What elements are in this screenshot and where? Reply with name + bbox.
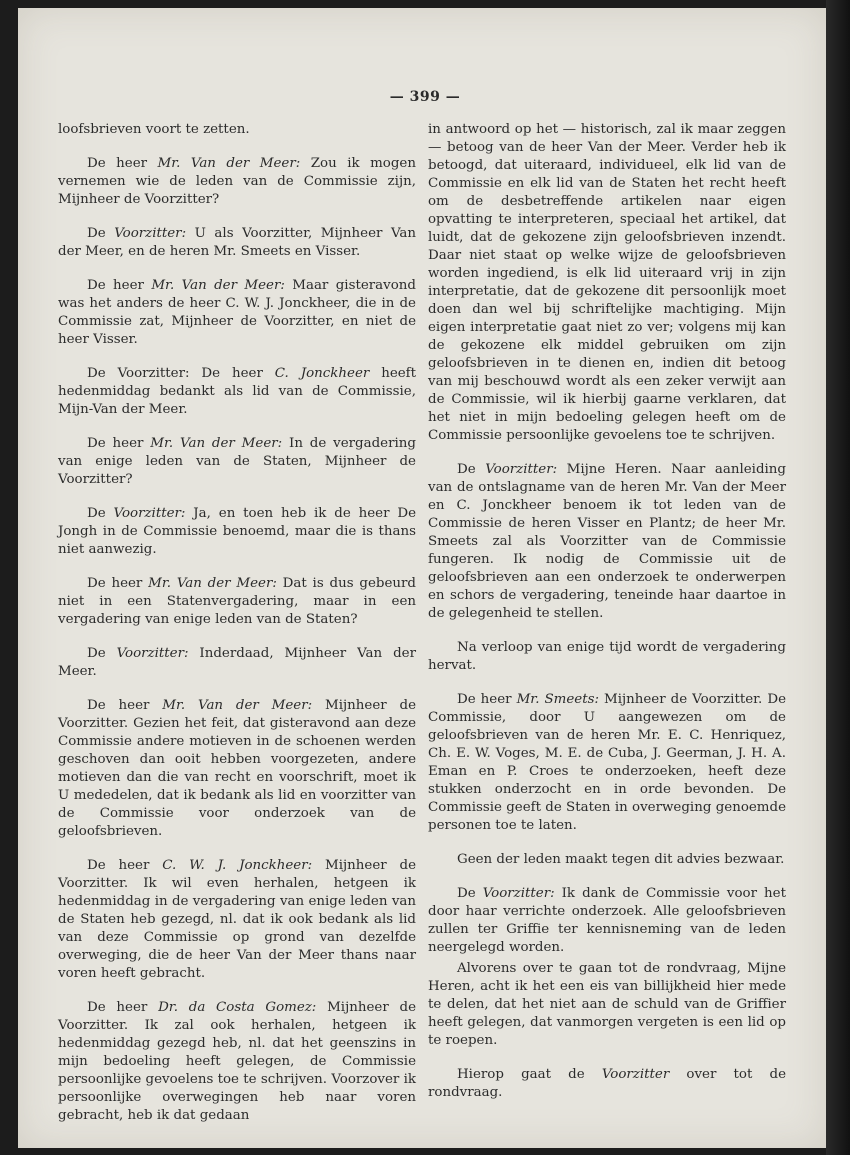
- paragraph-text: Mijnheer de Voorzitter. Ik zal ook herhalen, hetgeen ik hedenmiddag gezegd heb, nl. dat het geenszins in mijn bedoeling heeft gelegen, de Commissie persoonlijke gevoelens toe te schrijven. Voorzover ik persoonlijke overwegingen heb naar voren gebracht, heb ik dat gedaan: [58, 1000, 416, 1123]
- paragraph-text: loofsbrieven voort te zetten.: [58, 122, 250, 137]
- speaker-name: Voorzitter:: [113, 506, 186, 521]
- paragraph: [428, 1066, 786, 1102]
- paragraph: [58, 999, 416, 1125]
- paragraph-text: Inderdaad, Mijnheer Van der Meer.: [58, 646, 416, 679]
- paragraph: [58, 697, 416, 841]
- paragraph-lead: De: [87, 506, 114, 521]
- paragraph-lead: De: [457, 462, 486, 477]
- paragraph-lead: De heer: [87, 278, 152, 293]
- speaker-name: Mr. Smeets:: [516, 692, 599, 707]
- left-column: [58, 121, 416, 1141]
- paragraph: [58, 435, 416, 489]
- paragraph: [428, 885, 786, 957]
- speaker-name: Mr. Van der Meer:: [162, 698, 313, 713]
- paragraph-lead: De heer: [87, 698, 163, 713]
- paragraph-lead: De heer: [87, 156, 158, 171]
- paragraph-lead: De heer: [87, 436, 151, 451]
- speaker-name: Voorzitter:: [114, 226, 187, 241]
- paragraph: [58, 857, 416, 983]
- speaker-name: C. Jonckheer: [274, 366, 370, 381]
- speaker-name: Mr. Van der Meer:: [148, 576, 277, 591]
- paragraph: [428, 639, 786, 675]
- right-column: [428, 121, 786, 1118]
- paragraph-lead: De Voorzitter: De heer: [87, 366, 275, 381]
- paragraph: [58, 575, 416, 629]
- paragraph: [58, 365, 416, 419]
- paragraph-text: In de vergadering van enige leden van de Staten, Mijnheer de Voorzitter?: [58, 436, 416, 487]
- paragraph-lead: De: [87, 226, 115, 241]
- page-edge-shadow: [826, 0, 850, 1155]
- paragraph-lead: Hierop gaat de: [457, 1067, 602, 1082]
- paragraph-text: Ik dank de Commissie voor het door haar verrichte onderzoek. Alle geloofsbrieven zullen ter Griffie ter kennisneming van de leden neergelegd worden.: [428, 886, 786, 955]
- paragraph-text: Na verloop van enige tijd wordt de vergadering hervat.: [428, 640, 786, 673]
- paragraph-text: Mijnheer de Voorzitter. Gezien het feit, dat gisteravond aan deze Commissie andere motieven in de schoenen werden geschoven dan ooit hebben voorgezeten, andere motieven dan die van recht en voorschrift, moet ik U mededelen, dat ik bedank als lid en voorzitter van de Commissie voor onderzoek van de geloofsbrieven.: [58, 698, 416, 839]
- paragraph-text: Zou ik mogen vernemen wie de leden van de Commissie zijn, Mijnheer de Voorzitter?: [58, 156, 416, 207]
- speaker-name: Mr. Van der Meer:: [157, 156, 301, 171]
- paragraph-lead: De: [457, 886, 483, 901]
- paragraph-text: Geen der leden maakt tegen dit advies bezwaar.: [457, 852, 785, 867]
- paragraph: [428, 960, 786, 1050]
- paragraph: [58, 121, 416, 139]
- speaker-name: Dr. da Costa Gomez:: [158, 1000, 317, 1015]
- paragraph: [58, 645, 416, 681]
- paragraph-text: Maar gisteravond was het anders de heer C. W. J. Jonckheer, die in de Commissie zat, Mijnheer de Voorzitter, en niet de heer Visser.: [58, 278, 416, 347]
- paragraph-text: Mijnheer de Voorzitter. Ik wil even herhalen, hetgeen ik hedenmiddag in de vergadering van enige leden van de Staten heb gezegd, nl. dat ik ook bedank als lid van deze Commissie op grond van dezelfde overweging, die de heer Van der Meer thans naar voren heeft gebracht.: [58, 858, 417, 981]
- paragraph: [58, 225, 416, 261]
- paragraph-text: Dat is dus gebeurd niet in een Statenvergadering, maar in een vergadering van enige leden van de Staten?: [58, 576, 416, 627]
- paragraph: [428, 851, 786, 869]
- paragraph-text: U als Voorzitter, Mijnheer Van der Meer, en de heren Mr. Smeets en Visser.: [58, 226, 416, 259]
- speaker-name: Voorzitter: [601, 1067, 670, 1082]
- paragraph-text: heeft hedenmiddag bedankt als lid van de Commissie, Mijn-Van der Meer.: [58, 366, 417, 417]
- paragraph: [428, 121, 786, 445]
- paragraph: [58, 155, 416, 209]
- speaker-name: Mr. Van der Meer:: [151, 278, 285, 293]
- paragraph: [58, 277, 416, 349]
- speaker-name: Voorzitter:: [485, 462, 558, 477]
- paragraph-text: over tot de rondvraag.: [428, 1067, 787, 1100]
- paragraph: [58, 505, 416, 559]
- paragraph-text: Ja, en toen heb ik de heer De Jongh in de Commissie benoemd, maar die is thans niet aanwezig.: [58, 506, 417, 557]
- speaker-name: Voorzitter:: [482, 886, 555, 901]
- paragraph-lead: De: [87, 646, 117, 661]
- paragraph: [428, 461, 786, 623]
- paragraph-lead: De heer: [87, 858, 163, 873]
- speaker-name: Voorzitter:: [116, 646, 189, 661]
- paragraph-text: in antwoord op het — historisch, zal ik maar zeggen — betoog van de heer Van der Meer. Verder heb ik betoogd, dat uiteraard, individueel, elk lid van de Commissie en elk lid van de Staten het recht heeft om de desbetreffende artikelen naar eigen opvatting te interpreteren, speciaal het artikel, dat luidt, dat de gekozene zijn geloofsbrieven inzendt. Daar niet staat op welke wijze de geloofsbrieven worden ingediend, is elk lid uiteraard vrij in zijn interpretatie, dat de gekozene dit persoonlijk moet doen dan wel bij schriftelijke machtiging. Mijn eigen interpretatie gaat niet zo ver; volgens mij kan de gekozene elk middel gebruiken om zijn geloofsbrieven in te dienen en, indien dit betoog van mij beschouwd wordt als een zeker verwijt aan de Commissie, wil ik hierbij gaarne verklaren, dat het niet in mijn bedoeling gelegen heeft om de Commissie persoonlijke gevoelens toe te schrijven.: [428, 122, 786, 443]
- paragraph-text: Mijnheer de Voorzitter. De Commissie, door U aangewezen om de geloofsbrieven van de heren Mr. E. C. Henriquez, Ch. E. W. Voges, M. E. de Cuba, J. Geerman, J. H. A. Eman en P. Croes te onderzoeken, heeft deze stukken onderzocht en in orde bevonden. De Commissie geeft de Staten in overweging genoemde personen toe te laten.: [428, 692, 786, 833]
- paragraph-lead: De heer: [457, 692, 517, 707]
- paragraph: [428, 691, 786, 835]
- speaker-name: C. W. J. Jonckheer:: [162, 858, 313, 873]
- paragraph-lead: De heer: [87, 1000, 159, 1015]
- page-number: — 399 —: [389, 89, 461, 105]
- paragraph-lead: De heer: [87, 576, 149, 591]
- paragraph-text: Alvorens over te gaan tot de rondvraag, Mijne Heren, acht ik het een eis van billijkheid hier mede te delen, dat het niet aan de schuld van de Griffier heeft gelegen, dat vanmorgen vergeten is een lid op te roepen.: [428, 961, 786, 1048]
- paragraph-text: Mijne Heren. Naar aanleiding van de ontslagname van de heren Mr. Van der Meer en C. Jonckheer benoem ik tot leden van de Commissie de heren Visser en Plantz; de heer Mr. Smeets zal als Voorzitter van de Commissie fungeren. Ik nodig de Commissie uit de geloofsbrieven aan een onderzoek te onderwerpen en schors de vergadering, teneinde haar daartoe in de gelegenheid te stellen.: [428, 462, 786, 621]
- speaker-name: Mr. Van der Meer:: [150, 436, 283, 451]
